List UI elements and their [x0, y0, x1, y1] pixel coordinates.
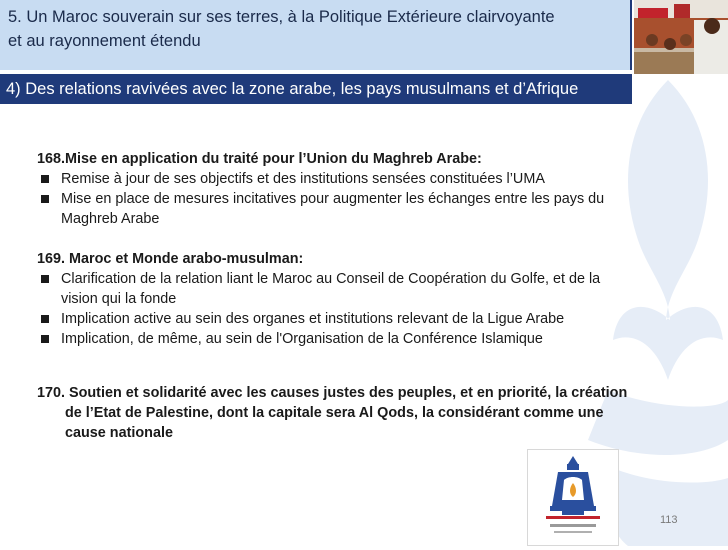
slide-title-line-1: 5. Un Maroc souverain sur ses terres, à la Politique Extérieure clairvoyante — [8, 8, 555, 26]
bullet-square-icon — [41, 175, 49, 183]
list-item: Implication active au sein des organes et institutions relevant de la Ligue Arabe — [37, 309, 697, 329]
bullet-square-icon — [41, 275, 49, 283]
section-168-list — [37, 169, 697, 229]
bullet-square-icon — [41, 195, 49, 203]
slide-title-line-2: et au rayonnement étendu — [8, 32, 201, 50]
bullet-square-icon — [41, 315, 49, 323]
party-logo-lamp-icon — [527, 449, 619, 546]
list-item: Clarification de la relation liant le Maroc au Conseil de Coopération du Golfe, et de la vision qui la fonde — [37, 269, 697, 309]
page-number: 113 — [660, 514, 678, 526]
bullet-square-icon — [41, 335, 49, 343]
section-170-text: 170. Soutien et solidarité avec les causes justes des peuples, et en priorité, la création de l’Etat de Palestine, dont la capitale sera Al Qods, la considérant comme une cause nationale — [37, 385, 628, 442]
slide-subtitle: 4) Des relations ravivées avec la zone arabe, les pays musulmans et d’Afrique — [6, 80, 579, 98]
slide-header — [0, 0, 632, 70]
slide-body — [37, 149, 697, 458]
list-item: Mise en place de mesures incitatives pour augmenter les échanges entre les pays du Maghreb Arabe — [37, 189, 697, 229]
list-item: Implication, de même, au sein de l'Organisation de la Conférence Islamique — [37, 329, 697, 349]
section-169-list — [37, 269, 697, 349]
header-photo — [634, 0, 728, 74]
slide-subheader — [0, 74, 632, 104]
section-169-title: 169. Maroc et Monde arabo-musulman: — [37, 251, 304, 267]
section-168-title: 168.Mise en application du traité pour l’Union du Maghreb Arabe: — [37, 151, 482, 167]
list-item: Remise à jour de ses objectifs et des institutions sensées constituées l’UMA — [37, 169, 697, 189]
